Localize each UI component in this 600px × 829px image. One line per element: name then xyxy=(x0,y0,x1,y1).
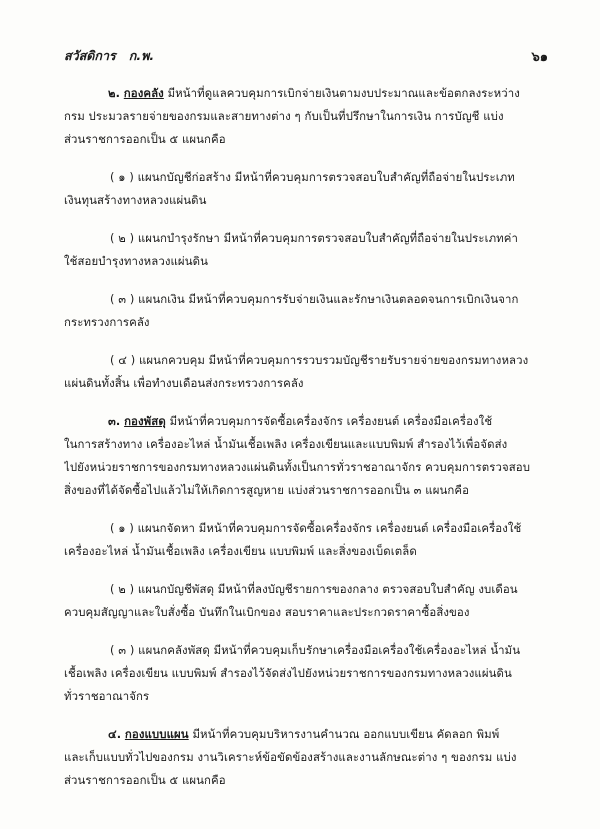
paragraph-line: ( ๑ ) แผนกบัญชีก่อสร้าง มีหน้าที่ควบคุมการตรวจสอบใบสำคัญที่ถือจ่ายในประเภท xyxy=(110,170,515,184)
paragraph-line: ( ๒ ) แผนกบัญชีพัสดุ มีหน้าที่ลงบัญชีรายการของกลาง ตรวจสอบใบสำคัญ งบเดือน xyxy=(110,582,518,596)
sub-paragraph xyxy=(64,227,576,273)
paragraph-line: ในการสร้างทาง เครื่องอะไหล่ น้ำมันเชื้อเพลิง เครื่องเขียนและแบบพิมพ์ สำรองไว้เพื่อจัดส่ง xyxy=(64,437,508,451)
paragraph-line: สิ่งของที่ได้จัดซื้อไปแล้วไม่ให้เกิดการสูญหาย แบ่งส่วนราชการออกเป็น ๓ แผนกคือ xyxy=(64,483,470,497)
sub-paragraph xyxy=(64,349,576,395)
section-heading: กองแบบแผน xyxy=(124,727,189,741)
paragraph-line: ( ๑ ) แผนกจัดหา มีหน้าที่ควบคุมการจัดซื้อเครื่องจักร เครื่องยนต์ เครื่องมือเครื่องใช้ xyxy=(110,521,522,535)
document-body xyxy=(64,82,576,807)
running-head-suffix: ก.พ. xyxy=(128,48,155,63)
paragraph-line: เครื่องอะไหล่ น้ำมันเชื้อเพลิง เครื่องเขียน แบบพิมพ์ และสิ่งของเบ็ดเตล็ด xyxy=(64,544,417,558)
section-heading: กองคลัง xyxy=(123,86,164,100)
paragraph-line xyxy=(64,723,576,746)
paragraph-line xyxy=(64,82,576,105)
paragraph-line: ส่วนราชการออกเป็น ๕ แผนกคือ xyxy=(64,132,226,146)
page-header xyxy=(64,46,548,66)
section-number: ๒. xyxy=(108,86,121,100)
paragraph-line: ( ๔ ) แผนกควบคุม มีหน้าที่ควบคุมการรวบรวมบัญชีรายรับรายจ่ายของกรมทางหลวง xyxy=(110,353,529,367)
running-head-title: สวัสดิการ xyxy=(64,48,116,63)
line-text: มีหน้าที่ควบคุมการจัดซื้อเครื่องจักร เครื่องยนต์ เครื่องมือเครื่องใช้ xyxy=(169,414,493,428)
sub-paragraph xyxy=(64,166,576,212)
paragraph-line: ทั่วราชอาณาจักร xyxy=(64,689,150,703)
line-text: มีหน้าที่ควบคุมบริหารงานคำนวณ ออกแบบเขียน คัดลอก พิมพ์ xyxy=(192,727,500,741)
paragraph-line: เงินทุนสร้างทางหลวงแผ่นดิน xyxy=(64,193,207,207)
paragraph-line: ใช้สอยบำรุงทางหลวงแผ่นดิน xyxy=(64,254,208,268)
sub-paragraph xyxy=(64,288,576,334)
line-text: มีหน้าที่ดูแลควบคุมการเบิกจ่ายเงินตามงบประมาณและข้อตกลงระหว่าง xyxy=(167,86,520,100)
sub-paragraph xyxy=(64,639,576,708)
section-number: ๔. xyxy=(108,727,122,741)
paragraph-line: ( ๓ ) แผนกเงิน มีหน้าที่ควบคุมการรับจ่ายเงินและรักษาเงินตลอดจนการเบิกเงินจาก xyxy=(110,292,519,306)
paragraph-line: ส่วนราชการออกเป็น ๕ แผนกคือ xyxy=(64,773,226,787)
paragraph-line: แผ่นดินทั้งสิ้น เพื่อทำงบเดือนส่งกระทรวงการคลัง xyxy=(64,376,304,390)
paragraph-line: ( ๓ ) แผนกคลังพัสดุ มีหน้าที่ควบคุมเก็บรักษาเครื่องมือเครื่องใช้เครื่องอะไหล่ น้ำมัน xyxy=(110,643,521,657)
page-number: ๖๑ xyxy=(531,50,548,65)
paragraph-line: ไปยังหน่วยราชการของกรมทางหลวงแผ่นดินทั้งเป็นการทั่วราชอาณาจักร ควบคุมการตรวจสอบ xyxy=(64,460,531,474)
paragraph-line: ( ๒ ) แผนกบำรุงรักษา มีหน้าที่ควบคุมการตรวจสอบใบสำคัญที่ถือจ่ายในประเภทค่า xyxy=(110,231,519,245)
running-head xyxy=(64,46,154,66)
section-paragraph xyxy=(64,723,576,792)
paragraph-line xyxy=(64,410,576,433)
section-paragraph xyxy=(64,82,576,151)
paragraph-line: ควบคุมสัญญาและใบสั่งซื้อ บันทึกในเบิกของ สอบราคาและประกวดราคาซื้อสิ่งของ xyxy=(64,605,470,619)
section-number: ๓. xyxy=(108,414,121,428)
sub-paragraph xyxy=(64,578,576,624)
paragraph-line: กรม ประมวลรายจ่ายของกรมและสายทางต่าง ๆ กับเป็นที่ปรึกษาในการเงิน การบัญชี แบ่ง xyxy=(64,109,504,123)
sub-paragraph xyxy=(64,517,576,563)
section-heading: กองพัสดุ xyxy=(124,414,166,428)
paragraph-line: เชื้อเพลิง เครื่องเขียน แบบพิมพ์ สำรองไว้จัดส่งไปยังหน่วยราชการของกรมทางหลวงแผ่นดิน xyxy=(64,666,512,680)
section-paragraph xyxy=(64,410,576,502)
paragraph-line: กระทรวงการคลัง xyxy=(64,315,150,329)
paragraph-line: และเก็บแบบทั่วไปของกรม งานวิเคราะห์ข้อขัดข้องสร้างและงานลักษณะต่าง ๆ ของกรม แบ่ง xyxy=(64,750,517,764)
